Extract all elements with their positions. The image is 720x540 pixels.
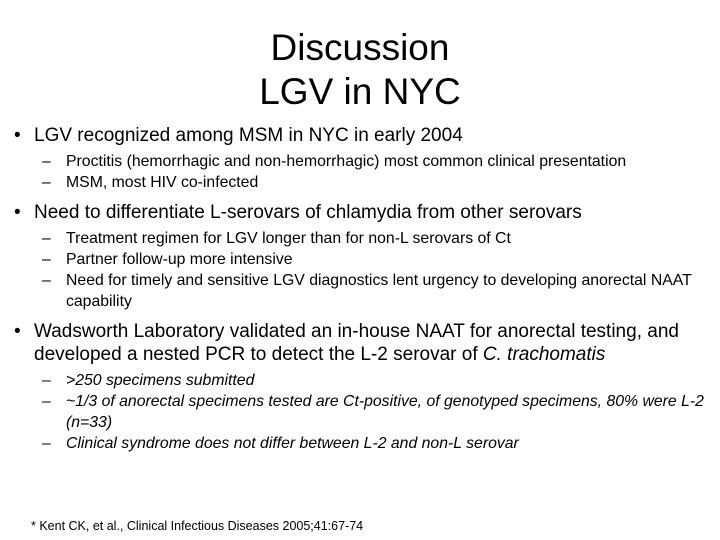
slide-title: [0, 26, 720, 114]
bullet-item: [14, 201, 714, 224]
sub-item-text: Clinical syndrome does not differ between L-2 and non-L serovar: [66, 435, 519, 452]
sub-item-text: Proctitis (hemorrhagic and non-hemorrhagic) most common clinical presentation: [66, 153, 627, 170]
sub-item-text: ~1/3 of anorectal specimens tested are Ct-positive, of genotyped specimens, 80% were L-2 (n=33): [66, 393, 704, 431]
sub-list: [42, 151, 714, 193]
sub-item-text: >250 specimens submitted: [66, 372, 255, 389]
sub-item-text: Need for timely and sensitive LGV diagnostics lent urgency to developing anorectal NAAT capability: [66, 272, 692, 310]
sub-item-text: MSM, most HIV co-infected: [66, 174, 259, 191]
bullet-group-1: [14, 124, 714, 193]
bullet-text-italic: C. trachomatis: [482, 344, 606, 365]
dash-icon: –: [42, 435, 51, 452]
bullet-text: Need to differentiate L-serovars of chlamydia from other serovars: [34, 202, 582, 223]
sub-item: [42, 228, 714, 249]
bullet-text: Wadsworth Laboratory validated an in-house NAAT for anorectal testing, and developed a nested PCR to detect the L-2 serovar of: [34, 321, 679, 365]
sub-item: [42, 433, 714, 454]
dash-icon: –: [42, 251, 51, 268]
bullet-item: [14, 124, 714, 147]
sub-item: [42, 151, 714, 172]
sub-item: [42, 270, 714, 312]
bullet-icon: •: [14, 202, 21, 223]
sub-item: [42, 370, 714, 391]
sub-item-text: Treatment regimen for LGV longer than for non-L serovars of Ct: [66, 230, 511, 247]
dash-icon: –: [42, 393, 51, 410]
bullet-group-3: [14, 320, 714, 454]
sub-list: [42, 370, 714, 454]
bullet-icon: •: [14, 125, 21, 146]
slide-body: [14, 124, 714, 468]
dash-icon: –: [42, 272, 51, 289]
bullet-item: [14, 320, 714, 366]
bullet-icon: •: [14, 321, 21, 342]
dash-icon: –: [42, 153, 51, 170]
slide-title-line-1: Discussion: [270, 27, 450, 68]
sub-item-text: Partner follow-up more intensive: [66, 251, 293, 268]
bullet-text: LGV recognized among MSM in NYC in early 2004: [34, 125, 463, 146]
footnote-citation: * Kent CK, et al., Clinical Infectious Diseases 2005;41:67-74: [31, 519, 364, 533]
sub-item: [42, 391, 714, 433]
dash-icon: –: [42, 230, 51, 247]
sub-item: [42, 172, 714, 193]
sub-list: [42, 228, 714, 312]
slide-title-line-2: LGV in NYC: [259, 71, 461, 112]
bullet-group-2: [14, 201, 714, 312]
dash-icon: –: [42, 174, 51, 191]
dash-icon: –: [42, 372, 51, 389]
sub-item: [42, 249, 714, 270]
